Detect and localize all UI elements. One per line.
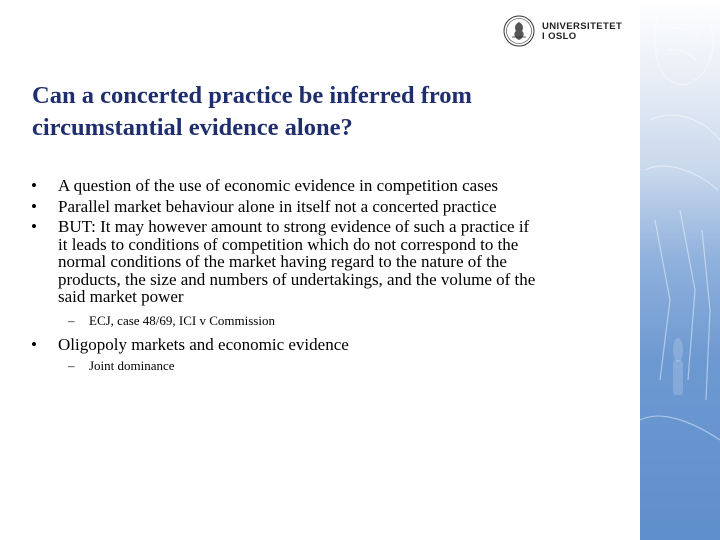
bullet-text-line: products, the size and numbers of undertakings, and the volume of the: [58, 269, 536, 289]
sub-bullet-item: [31, 313, 631, 328]
university-name-line2: I OSLO: [542, 31, 577, 42]
dash-glyph: –: [68, 358, 75, 373]
university-name: [542, 22, 622, 42]
bullet-item: [31, 198, 631, 216]
bullet-glyph: •: [31, 196, 37, 216]
university-seal-icon: [503, 15, 535, 47]
bullet-text-line: normal conditions of the market having regard to the nature of the: [58, 252, 507, 271]
bullet-glyph: •: [31, 217, 37, 236]
bullet-list: [31, 177, 631, 381]
bullet-text-line: it leads to conditions of competition which do not correspond to the: [58, 234, 519, 254]
bullet-item: [31, 336, 631, 354]
university-name-line1: UNIVERSITETET: [542, 21, 623, 32]
sub-bullet-text: ECJ, case 48/69, ICI v Commission: [89, 312, 275, 328]
bullet-text: A question of the use of economic evidence in competition cases: [58, 176, 498, 195]
bullet-item: [31, 218, 631, 306]
slide-title-line1: Can a concerted practice be inferred from: [32, 82, 472, 109]
slide-title: [32, 80, 592, 144]
bullet-item: [31, 177, 631, 195]
decorative-side-strip: [640, 0, 720, 540]
bullet-glyph: •: [31, 334, 37, 354]
bullet-glyph: •: [31, 176, 37, 195]
bullet-text-line: BUT: It may however amount to strong evidence of such a practice if: [58, 217, 530, 236]
sub-bullet-text: Joint dominance: [89, 358, 175, 373]
dash-glyph: –: [68, 312, 75, 328]
university-logo: [503, 15, 633, 51]
sub-bullet-item: [31, 358, 631, 373]
bullet-text-line: said market power: [58, 287, 184, 306]
bullet-text: Oligopoly markets and economic evidence: [58, 334, 349, 354]
statue-watermark-icon: [640, 0, 720, 540]
bullet-text: Parallel market behaviour alone in itself not a concerted practice: [58, 196, 497, 216]
slide-title-line2: circumstantial evidence alone?: [32, 114, 353, 141]
